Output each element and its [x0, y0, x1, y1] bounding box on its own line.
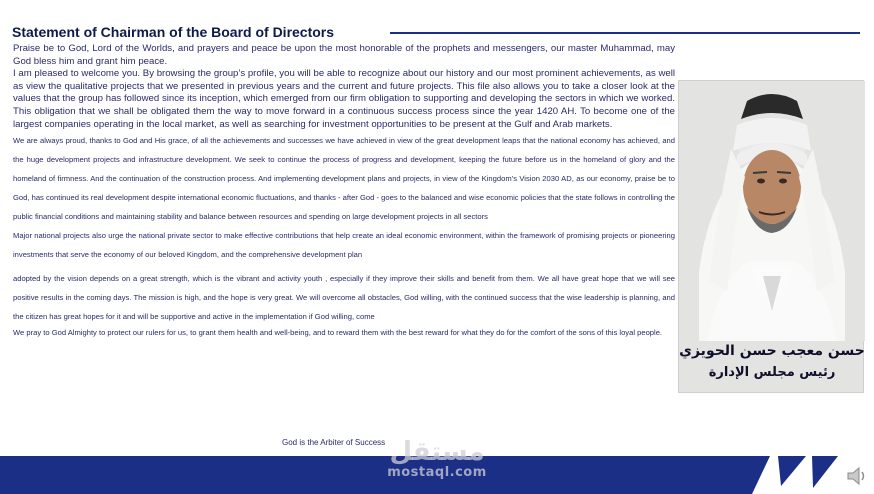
watermark-latin: mostaql.com	[387, 465, 487, 480]
chairman-title: رئيس مجلس الإدارة	[708, 365, 836, 380]
paragraph-prayer: We pray to God Almighty to protect our rulers for us, to grant them health and well-being, and to reward them with the best reward for what they do for the comfort of the sons of this loyal people.	[13, 328, 663, 338]
chairman-card	[678, 80, 864, 393]
chairman-portrait	[679, 81, 865, 341]
mostaql-watermark	[382, 438, 492, 480]
closing-line: God is the Arbiter of Success	[282, 438, 386, 447]
paragraph-welcome: I am pleased to welcome you. By browsing the group’s profile, you will be able to recognize about our history and our most prominent achievements, as well as view the qualitative projects that we presented in previous years and the current and future projects. This file also allows you to take a closer look at the values that the group has followed since its inception, which emerged from our firm obligation to supporting and developing the sectors in which we worked. This obligation that we shall be obligated them the way to move forward in a continuous success process since the year 1420 AH. To become one of the largest companies operating in the local market, as well as searching for investment opportunities to be present at the Gulf and Arab markets.	[13, 68, 675, 130]
watermark-arabic: مستقل	[389, 437, 485, 467]
page-title: Statement of Chairman of the Board of Directors	[12, 24, 335, 40]
paragraph-praise: Praise be to God, Lord of the Worlds, and prayers and peace be upon the most honorable of the prophets and messengers, our master Muhammad, may God bless him and grant him peace.	[13, 43, 675, 67]
speaker-icon[interactable]	[846, 466, 868, 486]
statement-body	[13, 43, 675, 339]
title-divider	[390, 32, 860, 34]
paragraph-achievements: We are always proud, thanks to God and His grace, of all the achievements and successes we have achieved in view of the great development leaps that the national economy has achieved, and the huge development projects and infrastructure development. We seek to continue the process of progress and development, keeping the future before us in the homeland of glory and the homeland of firmness. And the continuation of the construction process. And implementing development plans and projects, in view of the Kingdom’s Vision 2030 AD, as our economy, praise be to God, has continued its real development despite international economic fluctuations, and thanks - after God - goes to the balanced and wise economic policies that the state follows in controlling the public financial conditions and maintaining stability and balance between resources and spending on large development projects in all sectors	[13, 136, 675, 222]
chairman-name: حسن معجب حسن الحويزي	[679, 343, 865, 359]
paragraph-youth: adopted by the vision depends on a great strength, which is the vibrant and activity youth , especially if they improve their skills and benefit from them. We all have great hope that we will see positive results in the coming days. The mission is high, and the hope is very great. We will overcome all obstacles, God willing, with the continued success that the wise leadership is planning, and the citizen has great hopes for it and will be supportive and active in the implementation if God willing, come	[13, 274, 675, 322]
paragraph-private-sector: Major national projects also urge the national private sector to make effective contributions that help create an ideal economic environment, within the framework of promising projects or pioneering investments that serve the economy of our beloved Kingdom, and the comprehensive development plan	[13, 231, 675, 260]
